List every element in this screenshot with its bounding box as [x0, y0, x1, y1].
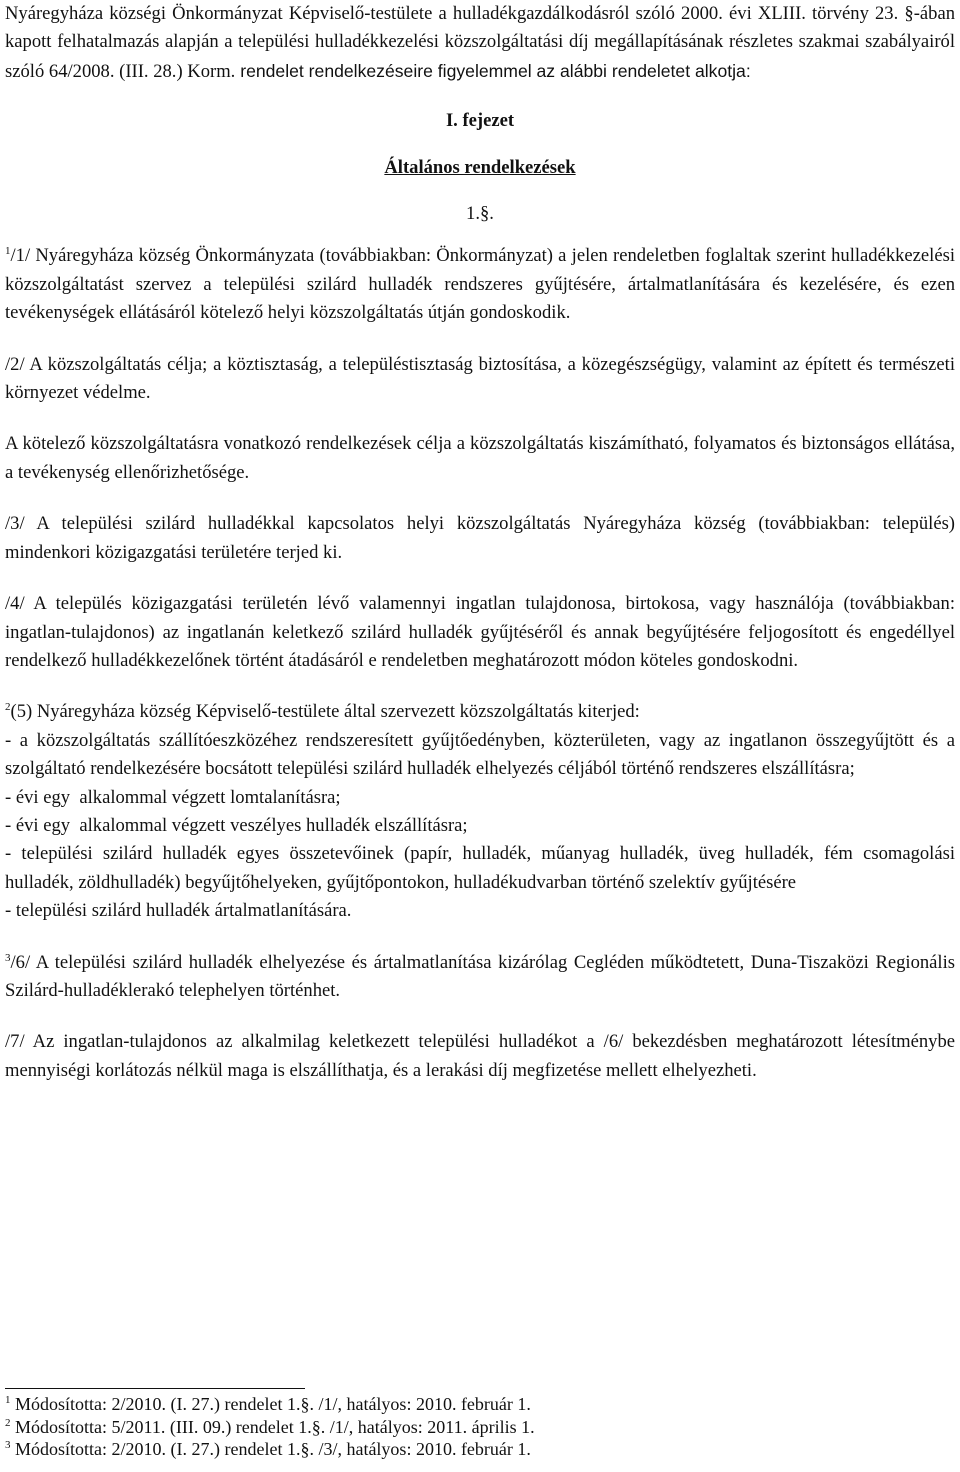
paragraph-7: /7/ Az ingatlan-tulajdonos az alkalmilag keletkezett települési hulladékot a /6/ bekezdésben meghatározott létesítménybe mennyiségi korlátozás nélkül maga is elszállíthatja, és a lerakási díj megfizetése mellett elhelyezheti. [5, 1031, 955, 1081]
document-page [5, 0, 955, 1085]
footnote-number: 1 [5, 1394, 11, 1406]
footnote-number: 2 [5, 1416, 11, 1429]
intro-text: Nyáregyháza községi Önkormányzat Képviselő-testülete a hulladékgazdálkodásról szóló 2000. évi XLIII. törvény 23. §-ában kapott felhatalmazás alapján a települési hulladékkezelési közszolgáltatási díj megállapításának részletes szakmai szabályairól szóló 64/2008. (III. 28.) Korm. [5, 3, 955, 82]
list-item: - települési szilárd hulladék egyes összetevőinek (papír, hulladék, műanyag hulladék, üveg hulladék, fém csomagolási hulladék, zöldhulladék) begyűjtőhelyeken, gyűjtőpontokon, hulladékudvarban történő szelektív gyűjtésére [5, 843, 955, 893]
paragraph-1-text: /1/ Nyáregyháza község Önkormányzata (továbbiakban: Önkormányzat) a jelen rendeletben foglaltak szerint hulladékkezelési közszolgáltatást szervez a települési szilárd hulladék rendszeres gyűjtésére, ártalmatlanítására és kezelésére, és ezen tevékenységek ellátásáról kötelező helyi közszolgáltatás útján gondoskodik. [5, 245, 955, 324]
list-item: - a közszolgáltatás szállítóeszközéhez rendszeresített gyűjtőedényben, közterületen, vagy az ingatlanon összegyűjtött és a szolgáltató rendelkezésére bocsátott települési szilárd hulladék elhelyezés céljából történő rendszeres elszállításra; [5, 729, 955, 780]
paragraph-1 [5, 242, 955, 327]
footnote-text: Módosította: 2/2010. (I. 27.) rendelet 1.§. /3/, hatályos: 2010. február 1. [15, 1439, 531, 1459]
footnote-text: Módosította: 5/2011. (III. 09.) rendelet 1.§. /1/, hatályos: 2011. április 1. [15, 1416, 535, 1437]
footnote-item [5, 1416, 955, 1439]
footnote-ref-3: 3 [5, 951, 11, 964]
intro-paragraph [5, 0, 955, 86]
paragraph-5-text: (5) Nyáregyháza község Képviselő-testülete által szervezett közszolgáltatás kiterjed: [10, 701, 640, 723]
footnote-item [5, 1393, 955, 1416]
paragraph-2: /2/ A közszolgáltatás célja; a köztisztaság, a településtisztaság biztosítása, a közegészségügy, valamint az épített és természeti környezet védelme. [5, 353, 955, 404]
footnotes [5, 1384, 955, 1461]
footnote-divider [5, 1388, 305, 1389]
paragraph-2b: A kötelező közszolgáltatásra vonatkozó rendelkezések célja a közszolgáltatás kiszámítható, folyamatos és biztonságos ellátása, a tevékenység ellenőrizhetősége. [5, 433, 955, 483]
list-item: - évi egy alkalommal végzett veszélyes hulladék elszállításra; [5, 814, 468, 836]
chapter-title: Általános rendelkezések [384, 156, 576, 178]
paragraph-4: /4/ A település közigazgatási területén lévő valamennyi ingatlan tulajdonosa, birtokosa, vagy használója (továbbiakban: ingatlan-tulajdonos) az ingatlanán keletkező szilárd hulladék gyűjtéséről és annak begyűjtésére feljogosított és engedéllyel rendelkező hulladékkezelőnek történt átadásáról e rendeletben meghatározott módon köteles gondoskodni. [5, 593, 955, 671]
paragraph-5 [5, 698, 955, 726]
footnote-number: 3 [5, 1439, 11, 1451]
footnote-ref-1: 1 [5, 245, 11, 258]
footnote-list [5, 1393, 955, 1461]
intro-text-continued: rendelet rendelkezéseire figyelemmel az alábbi rendeletet alkotja: [235, 60, 751, 81]
footnote-text: Módosította: 2/2010. (I. 27.) rendelet 1.§. /1/, hatályos: 2010. február 1. [15, 1394, 531, 1414]
paragraph-6-text: /6/ A települési szilárd hulladék elhelyezése és ártalmatlanítása kizárólag Cegléden működtetett, Duna-Tiszaközi Regionális Szilárd-hulladéklerakó telephelyen történhet. [5, 951, 955, 1001]
section-number: 1.§. [466, 203, 494, 225]
paragraph-3: /3/ A települési szilárd hulladékkal kapcsolatos helyi közszolgáltatás Nyáregyháza község (továbbiakban: település) mindenkori közigazgatási területére terjed ki. [5, 513, 955, 563]
paragraph-6 [5, 949, 955, 1006]
footnote-ref-2: 2 [5, 701, 11, 714]
list-item: - települési szilárd hulladék ártalmatlanítására. [5, 900, 352, 922]
footnote-item [5, 1438, 955, 1461]
list-item: - évi egy alkalommal végzett lomtalanításra; [5, 786, 341, 808]
chapter-number: I. fejezet [445, 110, 515, 132]
